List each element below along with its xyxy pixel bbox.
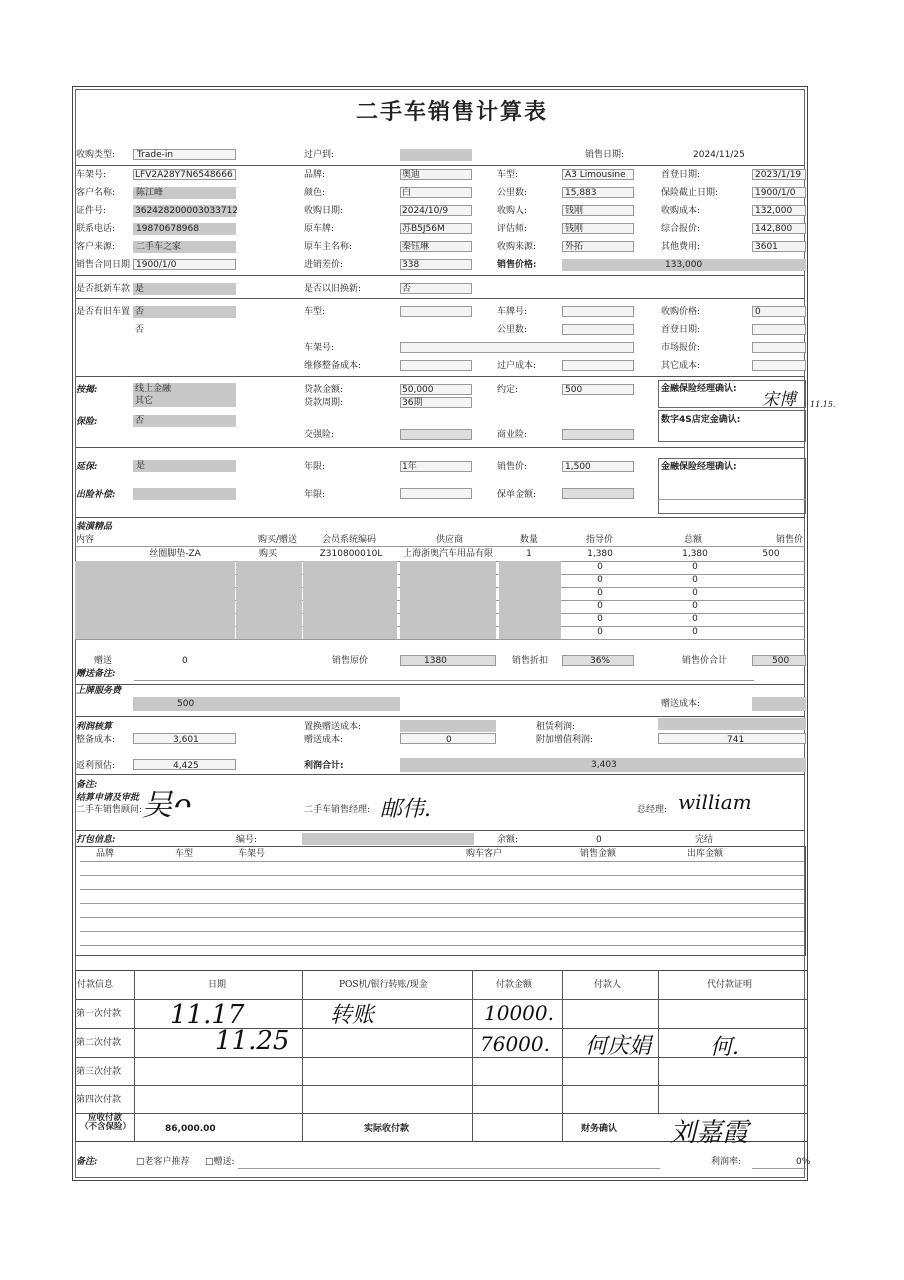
quote-label: 综合报价: [661,224,701,234]
vin-label: 车架号: [76,170,107,180]
old-car-price-label: 收购价格: [661,307,701,317]
plate-label: 原车牌: [304,224,335,234]
acc-col-qty: 数量 [520,535,539,545]
old-car-first-label: 首登日期: [661,325,701,335]
buy-source-label: 收购来源: [497,242,537,252]
old-car-label: 是否有旧车置 [76,307,131,317]
accessories-section-title: 装潢精品 [76,522,113,532]
loan-value: 50,000 [402,385,434,395]
actual-received-label: 实际收付款 [364,1124,410,1134]
acc-table-row [75,548,805,561]
acc-cell-name: 丝圈脚垫-ZA [149,549,201,559]
gift-checkbox[interactable]: □赠送: [205,1157,235,1167]
finance-signature-date: 11.15. [810,400,836,409]
other-fee-value: 3601 [755,242,778,252]
pay-row-4-label: 第四次付款 [76,1095,122,1105]
pay-method-1: 转账 [330,1003,375,1028]
acc-table-row [75,587,805,600]
receivable-value: 86,000.00 [165,1124,216,1134]
buy-date-value: 2024/10/9 [402,206,449,216]
model-value: A3 Limousine [565,170,626,180]
pay-amount-2: 76000. [480,1032,550,1056]
commercial-insurance-label: 商业险: [497,430,528,440]
vat-profit-value: 741 [727,735,745,745]
compulsory-insurance-label: 交强险: [304,430,335,440]
original-price-value: 1380 [424,656,447,666]
pack-label: 打包信息: [76,835,116,845]
replace-label: 是否以旧换新: [304,284,362,294]
acc-cell-total: 0 [692,601,698,611]
insure-date-label: 保险截止日期: [661,188,719,198]
old-car-model-label: 车型: [304,307,326,317]
first-reg-value: 2023/1/19 [755,170,802,180]
color-value: 白 [402,188,412,198]
pay-date-1: 11.17 [170,1000,245,1030]
pay-row-1-label: 第一次付款 [76,1009,122,1019]
finance-manager-signature: 宋博 [762,390,796,410]
plate-fee-label: 上牌服务费 [76,686,122,696]
old-car-value: 否 [135,307,145,317]
owner-value: 秦钰琳 [402,242,430,252]
profit-total-label: 利润合计: [304,761,344,771]
profit-total-value: 3,403 [591,760,617,770]
manager-signature: 邮伟. [380,797,431,822]
pack-col-brand: 品牌 [96,849,115,859]
insurance-value: 否 [135,416,145,426]
insure-date-value: 1900/1/0 [755,188,796,198]
buyer-label: 收购人: [497,206,528,216]
gift-label: 赠送 [94,656,113,666]
customer-label: 客户名称: [76,188,116,198]
appraiser-value: 钱刚 [565,224,584,234]
balance-label: 余额: [497,835,519,845]
buy-cost-label: 收购成本: [661,206,701,216]
approval-title: 结算申请及审批 [76,793,140,803]
pack-col-vin: 车架号 [238,849,266,859]
gm-label: 总经理: [637,805,668,815]
old-car-transfer-label: 过户成本: [497,361,537,371]
source-label: 客户来源: [76,242,116,252]
finance-confirm-label-bottom: 财务确认 [581,1124,618,1134]
brand-label: 品牌: [304,170,326,180]
pay-amount-1: 10000. [484,1001,554,1025]
acc-cell-guide: 0 [597,627,603,637]
old-car-vin-label: 车架号: [304,343,335,353]
gift-value: 0 [182,656,188,666]
old-car-repair-label: 维修整备成本: [304,361,362,371]
pay-col-amount: 付款金额 [496,980,533,990]
rebate-label: 返利预估: [76,761,116,771]
rent-profit-label: 租赁利润: [536,722,576,732]
brand-value: 奥迪 [402,170,421,180]
profit-rate-label: 利润率: [711,1157,742,1167]
payer-name: 何庆娟 [585,1034,652,1059]
profit-section-label: 利润核算 [76,722,113,732]
profit-rate-value: 0% [796,1157,811,1167]
quote-value: 142,800 [755,224,793,234]
buy-date-label: 收购日期: [304,206,344,216]
acc-cell-supplier: 上海浙奥汽车用品有限 [402,549,493,559]
pack-col-sale-amount: 销售金额 [580,849,617,859]
finance-value2: 其它 [135,396,154,406]
original-price-label: 销售原价 [332,656,369,666]
id-value: 362428200003033712 [135,206,239,216]
owner-label: 原车主名称: [304,242,353,252]
acc-cell-total: 1,380 [682,549,708,559]
compensation-label: 出险补偿: [76,490,116,500]
pay-row-2-label: 第二次付款 [76,1038,122,1048]
sale-sum-label: 销售价合计 [682,656,728,666]
acc-cell-sale: 500 [762,549,780,559]
store-deposit-label: 数字4S店定金确认: [661,415,741,425]
gm-signature: william [678,790,752,814]
pay-row-3-label: 第三次付款 [76,1067,122,1077]
acc-cell-guide: 0 [597,575,603,585]
acc-col-guide: 指导价 [586,535,614,545]
vin-value: LFV2A28Y7N6548666 [135,170,233,180]
pack-col-model: 车型 [175,849,194,859]
finance-value: 线上金融 [135,384,172,394]
policy-amount-label: 保单金额: [497,490,537,500]
warranty-confirm-label: 金融保险经理确认: [661,462,737,472]
pay-date-2: 11.25 [215,1026,290,1056]
acc-cell-qty: 1 [526,549,532,559]
sale-date-value: 2024/11/25 [693,150,745,160]
pack-col-out-amount: 出库金额 [687,849,724,859]
acc-cell-guide: 0 [597,562,603,572]
warranty-price-value: 1,500 [565,462,591,472]
acc-cell-total: 0 [692,575,698,585]
acc-cell-guide: 1,380 [587,549,613,559]
vat-profit-label: 附加增值利润: [536,735,594,745]
warranty-price-label: 销售价: [497,462,528,472]
price-diff-value: 338 [402,260,420,270]
phone-value: 19870678968 [136,224,199,234]
contract-date-value: 1900/1/0 [136,260,177,270]
acc-cell-total: 0 [692,562,698,572]
consultant-label: 二手车销售顾问: [76,805,143,815]
old-car-price-value: 0 [755,307,761,317]
sale-price-label: 销售价格: [497,260,537,270]
acc-col-type: 购买/赠送 [258,535,298,545]
consultant-signature: 吴ᴖ [142,788,191,823]
acc-table-row [75,600,805,613]
customer-value: 陈江峰 [136,188,164,198]
acc-col-supplier: 供应商 [436,535,464,545]
prep-cost-value: 3,601 [173,735,199,745]
plate-fee-value: 500 [177,699,195,709]
acc-cell-type: 购买 [258,549,277,559]
old-customer-checkbox[interactable]: □老客户推荐 [136,1157,190,1167]
pay-col-proof: 代付款证明 [707,980,753,990]
acc-table-row [75,574,805,587]
plate-value: 苏B5J56M [402,224,445,234]
acc-table-row [75,561,805,574]
sale-date-label: 销售日期: [585,150,625,160]
price-diff-label: 进销差价: [304,260,344,270]
transfer-label: 过户到: [304,150,335,160]
acc-cell-total: 0 [692,614,698,624]
buy-cost-value: 132,000 [755,206,793,216]
profit-gift-cost-label: 赠送成本: [304,735,344,745]
prep-cost-label: 整备成本: [76,735,116,745]
id-label: 证件号: [76,206,107,216]
pay-col-date: 日期 [208,980,227,990]
acc-table-row [75,626,805,639]
acc-col-code: 会员系统编码 [322,535,377,545]
old-car-mileage-label: 公里数: [497,325,528,335]
acc-col-sale: 销售价 [776,535,804,545]
acc-cell-total: 0 [692,627,698,637]
contract-date-label: 销售合同日期 [76,260,131,270]
receivable-label: 应收付款（不含保险） [80,1113,132,1132]
acc-cell-guide: 0 [597,601,603,611]
mileage-label: 公里数: [497,188,528,198]
discount-value: 36% [590,656,611,666]
acc-cell-guide: 0 [597,588,603,598]
approval-remark-label: 备注: [76,780,98,790]
footer-remark-label: 备注: [76,1157,98,1167]
pack-no-label: 编号: [236,835,258,845]
compensation-years-label: 年限: [304,490,326,500]
profit-gift-cost-value: 0 [446,735,452,745]
warranty-label: 延保: [76,462,98,472]
color-label: 颜色: [304,188,326,198]
pay-col-method: POS机/银行转账/现金 [339,980,428,990]
old-car-market-label: 市场报价: [661,343,701,353]
finance-signature: 刘嘉霞 [670,1118,749,1148]
acc-cell-code: Z310800010L [319,549,383,559]
purchase-type-value: Trade-in [137,150,174,160]
offset-value: 是 [135,284,145,294]
offset-label: 是否抵新车款 [76,284,131,294]
loan-label: 贷款金额: [304,385,344,395]
acc-table-row [75,613,805,626]
sale-sum-value: 500 [772,656,790,666]
appraiser-label: 评估师: [497,224,528,234]
phone-label: 联系电话: [76,224,116,234]
form-title: 二手车销售计算表 [355,100,548,125]
sale-price-value: 133,000 [665,260,703,270]
model-label: 车型: [497,170,519,180]
source-value: 二手车之家 [136,242,182,252]
agree-value: 500 [565,385,583,395]
acc-cell-total: 0 [692,588,698,598]
payment-proof: 何. [710,1035,739,1060]
mileage-value: 15,883 [565,188,597,198]
agree-label: 约定: [497,385,519,395]
replace-value: 否 [402,284,412,294]
replace-gift-label: 置换赠送成本: [304,722,362,732]
old-car-other-label: 其它成本: [661,361,701,371]
insurance-label: 保险: [76,417,98,427]
warranty-years-label: 年限: [304,462,326,472]
purchase-type-label: 收购类型: [76,150,116,160]
discount-label: 销售折扣 [512,656,549,666]
warranty-years-value: 1年 [402,462,417,472]
pay-col-payer: 付款人 [594,980,622,990]
buy-source-value: 外拓 [565,242,584,252]
transfer-value-box [400,149,472,161]
warranty-value: 是 [136,461,146,471]
period-label: 贷款周期: [304,398,344,408]
pack-col-customer: 购车客户 [466,849,503,859]
plate-gift-cost-label: 赠送成本: [661,699,701,709]
buyer-value: 钱刚 [565,206,584,216]
finance-confirm-label: 金融保险经理确认: [661,384,737,394]
manager-label: 二手车销售经理: [304,805,371,815]
pack-done: 完结 [695,835,714,845]
rebate-value: 4,425 [173,761,199,771]
gift-note-label: 赠送备注: [76,669,116,679]
period-value: 36期 [402,398,423,408]
old-car-value2: 否 [135,325,145,335]
old-car-plate-label: 车牌号: [497,307,528,317]
acc-cell-guide: 0 [597,614,603,624]
finance-label: 按揭: [76,385,98,395]
first-reg-label: 首登日期: [661,170,701,180]
pay-col-info: 付款信息 [77,980,114,990]
other-fee-label: 其他费用: [661,242,701,252]
acc-col-content: 内容 [76,535,95,545]
balance-value: 0 [596,835,602,845]
acc-col-total: 总额 [684,535,703,545]
